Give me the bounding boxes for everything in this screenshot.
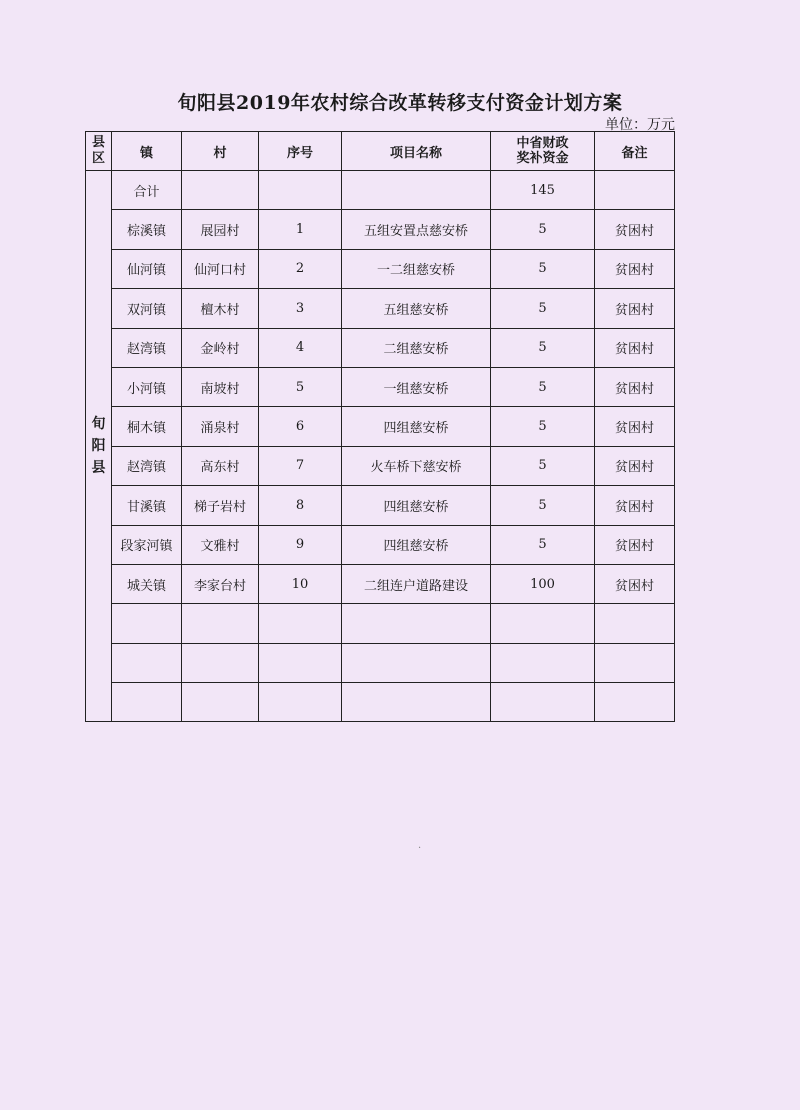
total-row xyxy=(86,171,675,210)
cell-town: 段家河镇 xyxy=(112,525,182,564)
cell-project: 五组慈安桥 xyxy=(342,289,491,328)
cell-remark: 贫困村 xyxy=(595,210,675,249)
cell-village: 高东村 xyxy=(182,446,259,485)
cell-town: 仙河镇 xyxy=(112,249,182,288)
cell-seq: 4 xyxy=(259,328,342,367)
cell-project: 一组慈安桥 xyxy=(342,367,491,406)
cell-town: 赵湾镇 xyxy=(112,328,182,367)
empty-row xyxy=(86,643,675,682)
cell-seq: 8 xyxy=(259,486,342,525)
cell-town: 城关镇 xyxy=(112,564,182,603)
cell-town: 甘溪镇 xyxy=(112,486,182,525)
cell-funds: 100 xyxy=(491,564,595,603)
table-row xyxy=(86,367,675,406)
cell-funds: 5 xyxy=(491,289,595,328)
total-funds: 145 xyxy=(491,171,595,210)
header-row xyxy=(86,132,675,171)
cell-seq: 7 xyxy=(259,446,342,485)
cell-project: 火车桥下慈安桥 xyxy=(342,446,491,485)
cell-town: 桐木镇 xyxy=(112,407,182,446)
cell-town: 棕溪镇 xyxy=(112,210,182,249)
funding-table xyxy=(85,131,675,722)
cell-village: 涌泉村 xyxy=(182,407,259,446)
cell-village: 仙河口村 xyxy=(182,249,259,288)
cell-town: 赵湾镇 xyxy=(112,446,182,485)
cell-remark: 贫困村 xyxy=(595,446,675,485)
cell-village: 李家台村 xyxy=(182,564,259,603)
cell-funds: 5 xyxy=(491,249,595,288)
cell-project: 四组慈安桥 xyxy=(342,525,491,564)
scan-speck: · xyxy=(418,843,422,854)
table-row xyxy=(86,407,675,446)
header-seq: 序号 xyxy=(259,132,342,171)
header-county: 县区 xyxy=(86,132,112,171)
cell-project: 二组连户道路建设 xyxy=(342,564,491,603)
cell-funds: 5 xyxy=(491,407,595,446)
cell-seq: 10 xyxy=(259,564,342,603)
cell-village: 展园村 xyxy=(182,210,259,249)
header-town: 镇 xyxy=(112,132,182,171)
cell-seq: 5 xyxy=(259,367,342,406)
cell-remark: 贫困村 xyxy=(595,328,675,367)
cell-funds: 5 xyxy=(491,210,595,249)
cell-village: 文雅村 xyxy=(182,525,259,564)
cell-funds: 5 xyxy=(491,446,595,485)
header-village: 村 xyxy=(182,132,259,171)
table-row xyxy=(86,564,675,603)
cell-remark: 贫困村 xyxy=(595,525,675,564)
cell-remark: 贫困村 xyxy=(595,564,675,603)
cell-project: 二组慈安桥 xyxy=(342,328,491,367)
cell-remark: 贫困村 xyxy=(595,486,675,525)
cell-village: 金岭村 xyxy=(182,328,259,367)
cell-funds: 5 xyxy=(491,486,595,525)
cell-seq: 9 xyxy=(259,525,342,564)
header-funds: 中省财政 奖补资金 xyxy=(491,132,595,171)
cell-village: 檀木村 xyxy=(182,289,259,328)
cell-remark: 贫困村 xyxy=(595,367,675,406)
cell-funds: 5 xyxy=(491,525,595,564)
table-row xyxy=(86,525,675,564)
cell-project: 四组慈安桥 xyxy=(342,407,491,446)
cell-town: 双河镇 xyxy=(112,289,182,328)
county-cell: 旬阳县 xyxy=(86,171,112,722)
cell-seq: 1 xyxy=(259,210,342,249)
cell-town: 小河镇 xyxy=(112,367,182,406)
page-title: 旬阳县2019年农村综合改革转移支付资金计划方案 xyxy=(177,92,623,114)
table-row xyxy=(86,289,675,328)
cell-funds: 5 xyxy=(491,367,595,406)
header-project: 项目名称 xyxy=(342,132,491,171)
cell-remark: 贫困村 xyxy=(595,407,675,446)
cell-project: 四组慈安桥 xyxy=(342,486,491,525)
table-row xyxy=(86,446,675,485)
table-row xyxy=(86,486,675,525)
empty-row xyxy=(86,683,675,722)
cell-seq: 3 xyxy=(259,289,342,328)
empty-row xyxy=(86,604,675,643)
cell-village: 南坡村 xyxy=(182,367,259,406)
unit-label: 单位：万元 xyxy=(605,117,675,133)
cell-project: 五组安置点慈安桥 xyxy=(342,210,491,249)
table-row xyxy=(86,210,675,249)
table-row xyxy=(86,328,675,367)
cell-remark: 贫困村 xyxy=(595,249,675,288)
total-label: 合计 xyxy=(112,171,182,210)
cell-seq: 2 xyxy=(259,249,342,288)
cell-seq: 6 xyxy=(259,407,342,446)
cell-remark: 贫困村 xyxy=(595,289,675,328)
cell-funds: 5 xyxy=(491,328,595,367)
table-row xyxy=(86,249,675,288)
cell-village: 梯子岩村 xyxy=(182,486,259,525)
cell-project: 一二组慈安桥 xyxy=(342,249,491,288)
header-remark: 备注 xyxy=(595,132,675,171)
